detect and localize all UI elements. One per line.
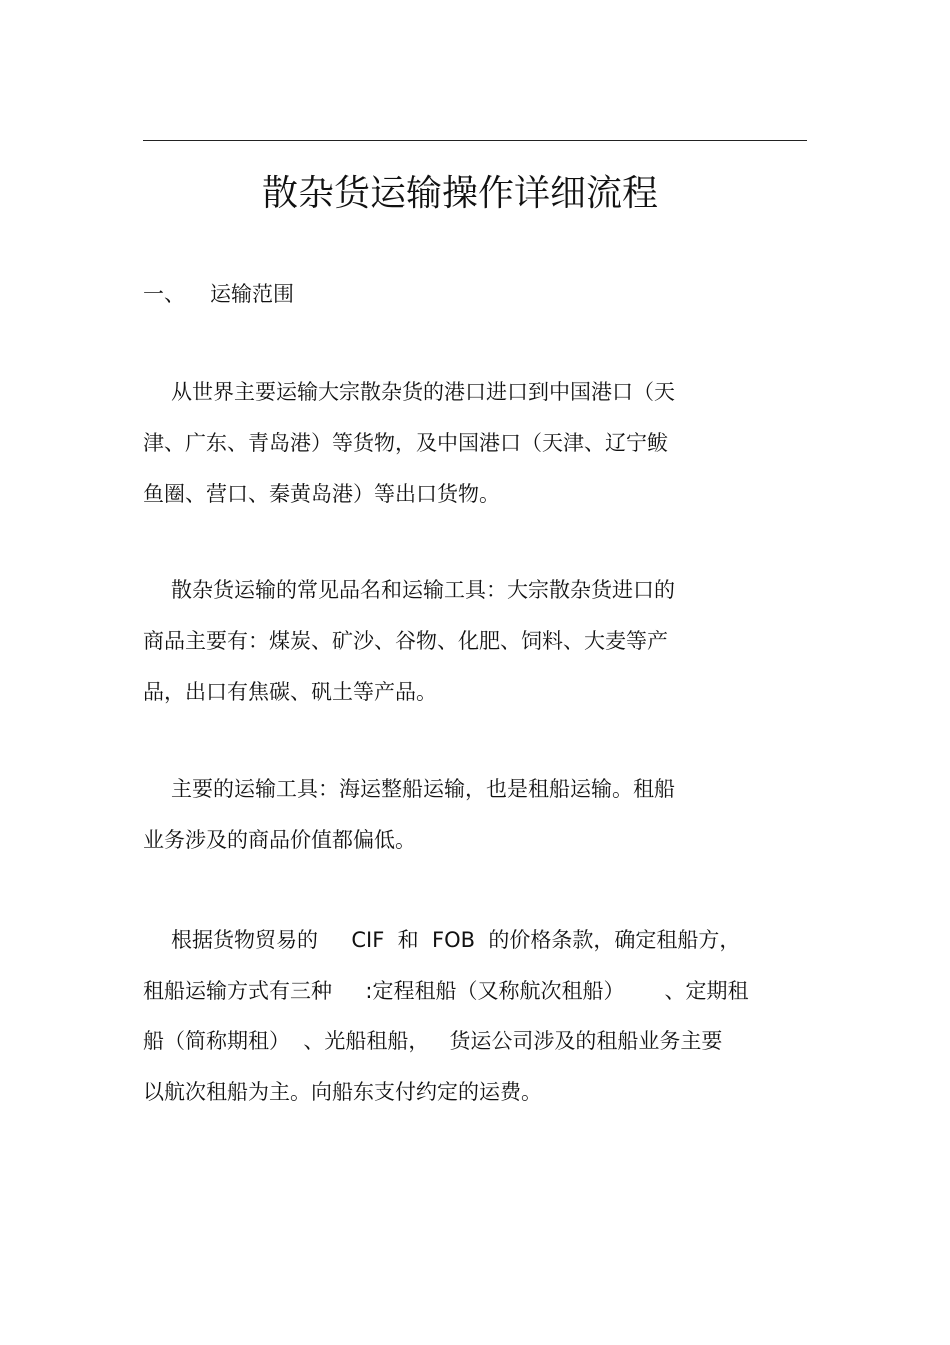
title-divider: [143, 140, 807, 141]
section-number: 一、: [143, 282, 185, 306]
paragraph-line: 租船运输方式有三种 :定程租船（又称航次租船） 、定期租: [143, 979, 749, 1003]
document-title: 散杂货运输操作详细流程: [261, 173, 658, 215]
paragraph-line: 船（简称期租） 、光船租船， 货运公司涉及的租船业务主要: [143, 1029, 723, 1053]
paragraph-line: 根据货物贸易的 CIF 和 FOB 的价格条款，确定租船方，: [171, 928, 741, 952]
section-heading: [143, 279, 294, 309]
paragraph-line: 主要的运输工具：海运整船运输，也是租船运输。租船: [171, 777, 675, 801]
paragraph-line: 津、广东、青岛港）等货物，及中国港口（天津、辽宁鲅: [143, 431, 668, 455]
paragraph-line: 商品主要有：煤炭、矿沙、谷物、化肥、饲料、大麦等产: [143, 629, 668, 653]
paragraph-line: 业务涉及的商品价值都偏低。: [143, 828, 416, 852]
section-title: 运输范围: [210, 282, 294, 306]
paragraph-line: 品，出口有焦碳、矾土等产品。: [143, 680, 437, 704]
paragraph-line: 散杂货运输的常见品名和运输工具：大宗散杂货进口的: [171, 578, 675, 602]
paragraph-line: 从世界主要运输大宗散杂货的港口进口到中国港口（天: [171, 380, 675, 404]
paragraph-line: 以航次租船为主。向船东支付约定的运费。: [143, 1080, 542, 1104]
paragraph-line: 鱼圈、营口、秦黄岛港）等出口货物。: [143, 482, 500, 506]
